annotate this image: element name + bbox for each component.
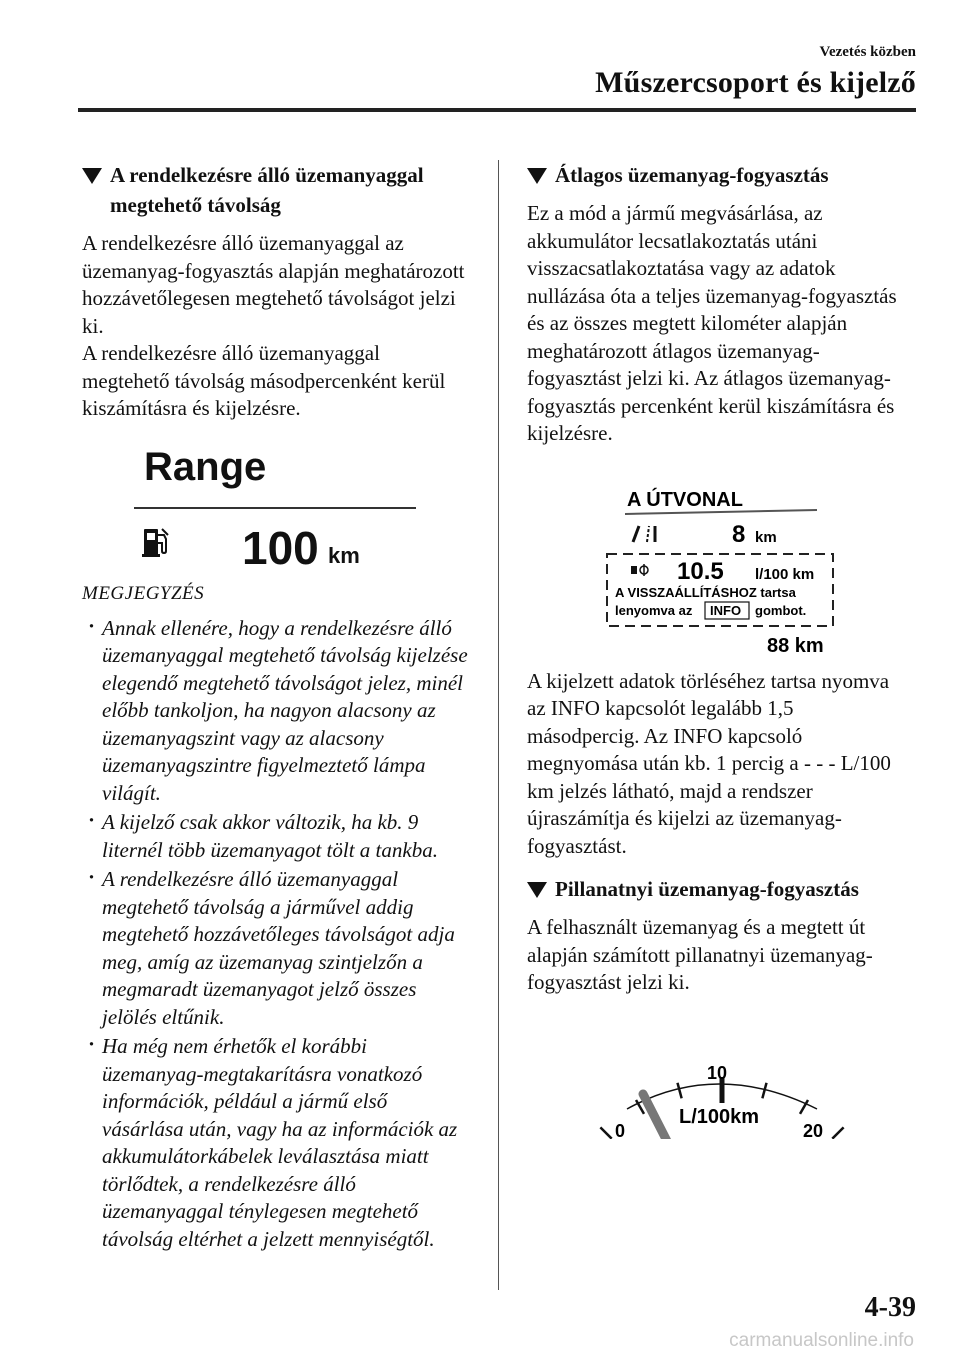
gauge-needle xyxy=(643,1093,667,1138)
range-figure-rule xyxy=(134,507,416,509)
average-consumption-value: 10.5 xyxy=(677,557,724,585)
fuel-consumption-icon xyxy=(631,564,648,576)
reset-instruction-line-2: lenyomva az xyxy=(615,602,693,618)
gauge-unit-label: L/100km xyxy=(679,1105,760,1128)
reset-instruction-line-2-end: gombot. xyxy=(755,602,807,618)
column-divider xyxy=(498,160,499,1290)
range-paragraph-1: A rendelkezésre álló üzemanyaggal az üzemanyag-fogyasztás alapján meghatározott hozzávetőlegesen megtehető távolságot jelzi ki. xyxy=(82,231,465,338)
road-icon xyxy=(633,526,655,542)
fuel-pump-icon xyxy=(142,525,172,559)
trip-distance-unit: km xyxy=(755,528,777,546)
trip-title: A ÚTVONAL xyxy=(627,488,743,511)
right-column xyxy=(527,160,902,1139)
range-value: 100 xyxy=(242,521,319,574)
gauge-min-label: 0 xyxy=(615,1120,626,1139)
triangle-bullet-icon xyxy=(527,882,547,898)
section-heading-range xyxy=(82,160,472,220)
note-bullet: · A rendelkezésre álló üzemanyaggal megtehető távolság a járművel addig megtehető hozzávetőleges távolságot adja meg, amíg az üzemanyag szintjelzőn a megmaradt üzemanyagot jelző összes jelölés eltűnik. xyxy=(82,866,472,1031)
heading-text: A rendelkezésre álló üzemanyaggal megtehető távolság xyxy=(110,163,424,217)
note-bullet: · Annak ellenére, hogy a rendelkezésre álló üzemanyaggal megtehető távolság kijelzése elegendő megtehető távolságot jelez, minél előbb tankoljon, ha nagyon alacsony az üzemanyagszint vagy az alacsony üzemanyagszintre figyelmeztető lámpa világít. xyxy=(82,615,472,808)
range-unit: km xyxy=(328,542,360,568)
left-column xyxy=(82,160,472,1255)
gauge-tick xyxy=(600,1127,611,1138)
gauge-mid-label: 10 xyxy=(707,1062,728,1083)
gauge-tick xyxy=(832,1127,843,1138)
header-rule xyxy=(78,108,916,112)
total-distance-label: 88 km xyxy=(767,634,824,656)
section-label: Vezetés közben xyxy=(819,44,916,60)
gauge-tick xyxy=(677,1082,681,1097)
note-bullet-list xyxy=(82,615,472,1254)
gauge-needle-mark xyxy=(643,1093,667,1138)
reset-instruction-line-1: A VISSZAÁLLÍTÁSHOZ tartsa xyxy=(615,584,796,600)
page-number: 4-39 xyxy=(864,1292,916,1323)
instant-consumption-gauge xyxy=(527,1019,902,1139)
range-display-figure xyxy=(82,445,472,575)
average-consumption-unit: l/100 km xyxy=(755,565,815,583)
range-paragraph-2: A rendelkezésre álló üzemanyaggal megtehető távolság másodpercenként kerül kiszámításra és kijelzésre. xyxy=(82,341,446,420)
range-figure-title: Range xyxy=(144,444,267,489)
gauge-max-label: 20 xyxy=(803,1120,824,1139)
info-button-label: INFO xyxy=(710,602,742,618)
note-bullet: · Ha még nem érhetők el korábbi üzemanyag-megtakarításra vonatkozó információk, például a jármű első vásárlása után, vagy ha az információk az akkumulátorkábelek leválasztása miatt törlődtek, a rendelkezésre álló üzemanyaggal ténylegesen megtehető távolság eltérhet a jelzett mennyiségtől. xyxy=(82,1033,472,1253)
note-bullet: · A kijelző csak akkor változik, ha kb. 9 liternél több üzemanyagot tölt a tankba. xyxy=(82,809,472,864)
instant-paragraph: A felhasznált üzemanyag és a megtett út alapján számított pillanatnyi üzemanyag-fogyasztást jelzi ki. xyxy=(527,915,873,994)
note-title: MEGJEGYZÉS xyxy=(82,582,205,604)
triangle-bullet-icon xyxy=(527,168,547,184)
triangle-bullet-icon xyxy=(82,168,102,184)
trip-display-figure xyxy=(527,476,902,656)
trip-distance-value: 8 xyxy=(732,520,746,548)
reset-paragraph: A kijelzett adatok törléséhez tartsa nyomva az INFO kapcsolót legalább 1,5 másodpercig. Az INFO kapcsoló megnyomása után kb. 1 percig a - - - L/100 km jelzés látható, majd a rendszer újraszámítja és kijelzi az üzemanyag-fogyasztást. xyxy=(527,668,891,858)
footer-watermark: carmanualsonline.info xyxy=(729,1330,914,1351)
gauge-svg xyxy=(527,1019,902,1139)
average-paragraph: Ez a mód a jármű megvásárlása, az akkumulátor lecsatlakoztatás utáni visszacsatlakoztatása vagy az adatok nullázása óta a teljes üzemanyag-fogyasztás és az összes megtett kilométer alapján meghatározott átlagos üzemanyag-fogyasztást jelzi ki. Az átlagos üzemanyag-fogyasztás percenként kerül kiszámításra és kijelzésre. xyxy=(527,201,897,445)
heading-text: Pillanatnyi üzemanyag-fogyasztás xyxy=(555,877,859,901)
section-heading-instant xyxy=(527,874,902,904)
section-heading-average xyxy=(527,160,902,190)
trip-display-svg xyxy=(527,476,902,656)
page-title: Műszercsoport és kijelző xyxy=(595,66,916,99)
heading-text: Átlagos üzemanyag-fogyasztás xyxy=(555,163,829,187)
